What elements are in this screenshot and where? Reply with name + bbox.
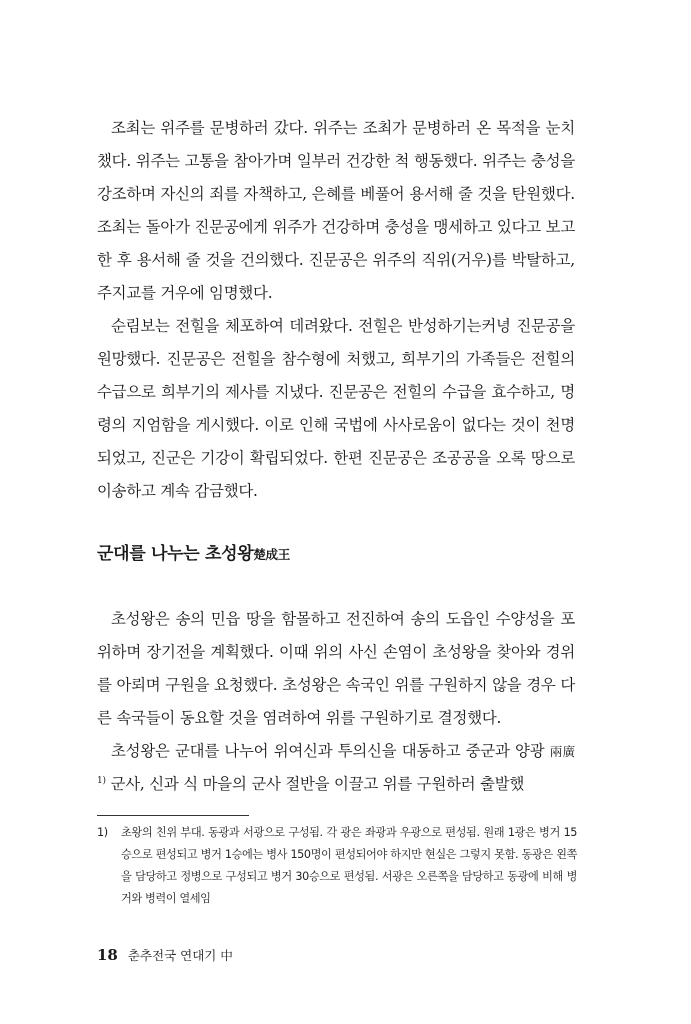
body-block-1	[97, 112, 575, 508]
paragraph-text-start: 초성왕은 군대를 나누어 위여신과 투의신을 대동하고 중군과 양광	[111, 742, 545, 760]
inline-hanja: 兩廣	[549, 744, 575, 759]
body-paragraph-with-footnote	[97, 735, 575, 801]
footnote	[97, 822, 577, 910]
body-paragraph: 순림보는 전힐을 체포하여 데려왔다. 전힐은 반성하기는커녕 진문공을 원망했다. 진문공은 전힐을 참수형에 처했고, 희부기의 가족들은 전힐의 수급으로 희부기의 제사를 지냈다. 진문공은 전힐의 수급을 효수하고, 명령의 지엄함을 게시했다. 이로 인해 국법에 사사로움이 없다는 것이 천명되었고, 진군은 기강이 확립되었다. 한편 진문공은 조공공을 오록 땅으로 이송하고 계속 감금했다.	[97, 317, 575, 500]
section-heading	[97, 539, 290, 564]
section-title-hanja: 楚成王	[253, 547, 290, 562]
body-block-2	[97, 603, 575, 801]
footnote-divider	[97, 815, 249, 816]
page-number: 18	[97, 946, 118, 964]
running-title: 춘추전국 연대기 中	[127, 948, 233, 963]
footnote-number: 1)	[97, 826, 108, 839]
section-title: 군대를 나누는 초성왕	[97, 544, 254, 564]
body-paragraph: 조최는 위주를 문병하러 갔다. 위주는 조최가 문병하러 온 목적을 눈치챘다. 위주는 고통을 참아가며 일부러 건강한 척 행동했다. 위주는 충성을 강조하며 자신의 죄를 자책하고, 은혜를 베풀어 용서해 줄 것을 탄원했다. 조최는 돌아가 진문공에게 위주가 건강하며 충성을 맹세하고 있다고 보고한 후 용서해 줄 것을 건의했다. 진문공은 위주의 직위(거우)를 박탈하고, 주지교를 거우에 임명했다.	[97, 119, 575, 302]
paragraph-text-end: 군사, 신과 식 마을의 군사 절반을 이끌고 위를 구원하러 출발했	[105, 775, 525, 793]
footnote-text: 초왕의 친위 부대. 동광과 서광으로 구성됨. 각 광은 좌광과 우광으로 편성됨. 원래 1광은 병거 15승으로 편성되고 병거 1승에는 병사 150명이 편성되어야 하지만 현실은 그렇지 못함. 동광은 왼쪽을 담당하고 정병으로 구성되고 병거 30승으로 편성됨. 서광은 오른쪽을 담당하고 동광에 비해 병거와 병력이 열세임	[121, 826, 577, 905]
footnote-reference[interactable]: 1)	[97, 775, 106, 786]
body-paragraph: 초성왕은 송의 민읍 땅을 함몰하고 전진하여 송의 도읍인 수양성을 포위하며 장기전을 계획했다. 이때 위의 사신 손염이 초성왕을 찾아와 경위를 아뢰며 구원을 요청했다. 초성왕은 속국인 위를 구원하지 않을 경우 다른 속국들이 동요할 것을 염려하여 위를 구원하기로 결정했다.	[97, 610, 575, 727]
page-footer	[97, 946, 233, 964]
